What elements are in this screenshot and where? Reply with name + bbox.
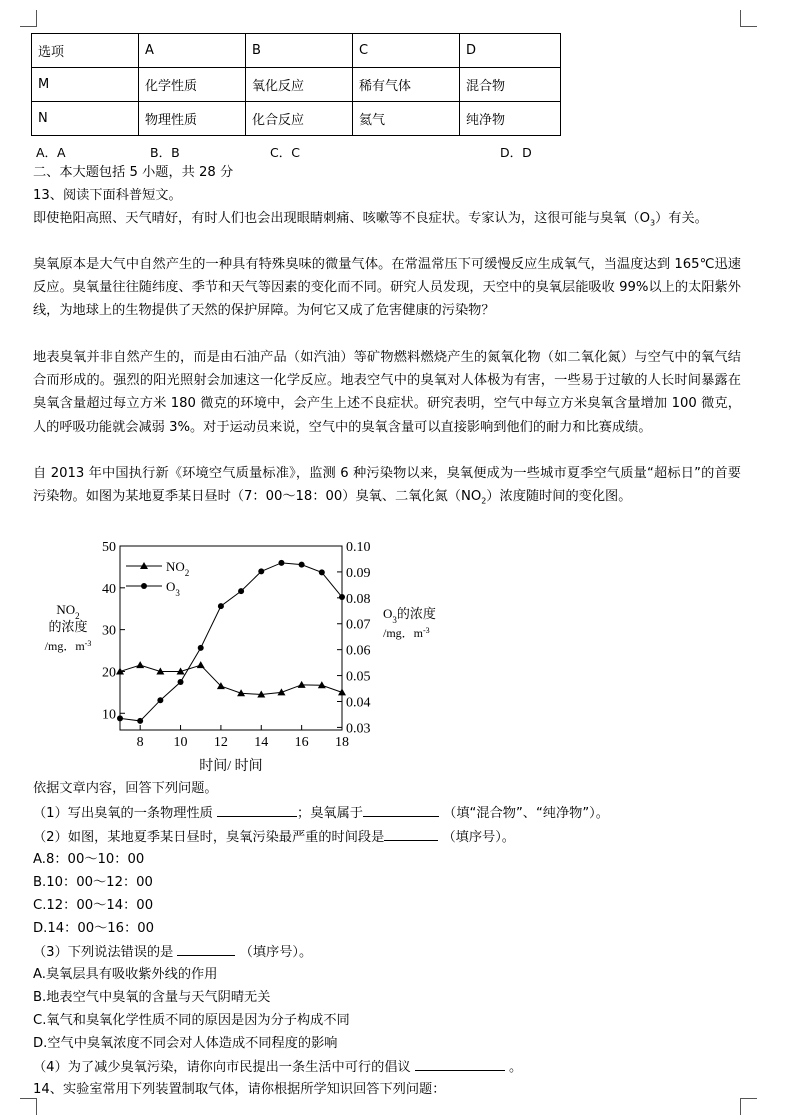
- y-left-label: /mg．$m^{-3}$: [44, 638, 92, 653]
- series-line-no2: [120, 665, 342, 694]
- y-left-tick-label: 10: [102, 707, 116, 723]
- option-line: B.10：00～12：00: [33, 875, 153, 890]
- table-cell: D: [460, 34, 561, 68]
- choice-c: C．C: [270, 145, 300, 160]
- choice-a: A．A: [36, 145, 66, 160]
- section-heading: 二、本大题包括 5 小题，共 28 分: [33, 165, 234, 180]
- data-point-o3: [178, 679, 184, 685]
- x-tick-label: 14: [254, 735, 269, 750]
- table-cell: 稀有气体: [353, 68, 460, 102]
- table-cell: 纯净物: [460, 102, 561, 136]
- y-right-tick-label: 0.07: [346, 617, 371, 633]
- data-point-o3: [339, 594, 345, 600]
- y-right-tick-label: 0.04: [346, 695, 371, 711]
- option-line: D.空气中臭氧浓度不同会对人体造成不同程度的影响: [33, 1036, 338, 1051]
- sub-question-1: （1）写出臭氧的一条物理性质 ；臭氧属于 （填“混合物”、“纯净物”）。: [33, 802, 609, 825]
- y-right-tick-label: 0.09: [346, 565, 371, 581]
- table-cell: M: [32, 68, 139, 102]
- table-cell: 物理性质: [139, 102, 246, 136]
- legend-label: $NO_2$: [166, 559, 190, 578]
- y-right-tick-label: 0.08: [346, 591, 371, 607]
- answer-blank[interactable]: [384, 826, 438, 841]
- paragraph-3: 地表臭氧并非自然产生的，而是由石油产品（如汽油）等矿物燃料燃烧产生的氮氧化物（如二氧化氮）与空气中的氧气结合而形成的。强烈的阳光照射会加速这一化学反应。地表空气中的臭氧对人体极为有害，一些易于过敏的人长时间暴露在臭氧含量超过每立方米 180 微克的环境中，会产生上述不良症状。研究表明，空气中每立方米臭氧含量增加 100 微克，人的呼吸功能就会减弱 3%。对于运动员来说，空气中的臭氧含量可以直接影响到他们的耐力和比赛成绩。: [33, 350, 741, 435]
- data-point-no2: [277, 688, 285, 695]
- data-point-o3: [137, 718, 143, 724]
- answer-blank[interactable]: [217, 802, 297, 817]
- data-point-no2: [136, 661, 144, 668]
- option-line: C.氧气和臭氧化学性质不同的原因是因为分子构成不同: [33, 1013, 350, 1028]
- y-left-label: 的浓度: [48, 619, 88, 634]
- y-right-label: /mg．$m^{-3}$: [383, 625, 430, 640]
- data-point-o3: [157, 697, 163, 703]
- y-right-label: $O_3$的浓度: [383, 606, 436, 625]
- option-line: A.8：00～10：00: [33, 852, 145, 867]
- table-cell: C: [353, 34, 460, 68]
- option-line: D.14：00～16：00: [33, 921, 155, 936]
- table-cell: B: [246, 34, 353, 68]
- data-point-o3: [218, 603, 224, 609]
- paragraph-4: 自 2013 年中国执行新《环境空气质量标准》，监测 6 种污染物以来，臭氧便成为一些城市夏季空气质量“超标日”的首要污染物。如图为某地夏季某日昼时（7：00～18：00）臭氧、二氧化氮$(NO_2)$浓度随时间的变化图。: [33, 466, 741, 506]
- corner-mark: [740, 10, 757, 27]
- y-right-tick-label: 0.10: [346, 540, 371, 555]
- answer-blank[interactable]: [415, 1056, 505, 1071]
- y-right-tick-label: 0.06: [346, 643, 371, 659]
- y-left-tick-label: 40: [102, 581, 116, 597]
- table-cell: 化学性质: [139, 68, 246, 102]
- question-14-title: 14、实验室常用下列装置制取气体，请你根据所学知识回答下列问题：: [33, 1082, 446, 1097]
- sub-question-2: （2）如图，某地夏季某日昼时，臭氧污染最严重的时间段是 （填序号）。: [33, 826, 515, 849]
- x-tick-label: 18: [335, 735, 349, 750]
- paragraph-1: 即使艳阳高照、天气晴好，有时人们也会出现眼睛刺痛、咳嗽等不良症状。专家认为，这很可能与臭氧$(O_3)$有关。: [33, 211, 708, 228]
- option-line: A.臭氧层具有吸收紫外线的作用: [33, 967, 218, 982]
- corner-mark: [740, 1098, 757, 1115]
- concentration-chart: [40, 530, 460, 780]
- plot-frame: [120, 546, 342, 730]
- table-cell: 化合反应: [246, 102, 353, 136]
- sub-question-4: （4）为了减少臭氧污染，请你向市民提出一条生活中可行的倡议 。: [33, 1056, 522, 1079]
- options-table: [31, 33, 561, 136]
- y-left-tick-label: 50: [102, 540, 116, 555]
- x-tick-label: 16: [294, 735, 309, 750]
- sub-question-3: （3）下列说法错误的是 （填序号）。: [33, 941, 312, 964]
- choice-b: B．B: [150, 145, 180, 160]
- option-line: C.12：00～14：00: [33, 898, 154, 913]
- legend-label: $O_3$: [166, 579, 180, 598]
- data-point-o3: [258, 568, 264, 574]
- x-tick-label: 8: [136, 735, 144, 750]
- data-point-no2: [197, 661, 205, 668]
- legend-marker: [141, 583, 147, 589]
- y-left-tick-label: 20: [102, 665, 116, 681]
- data-point-o3: [238, 588, 244, 594]
- table-row: [32, 102, 561, 136]
- answer-blank[interactable]: [177, 941, 235, 956]
- option-line: B.地表空气中臭氧的含量与天气阴晴无关: [33, 990, 271, 1005]
- table-cell: 氦气: [353, 102, 460, 136]
- y-left-label: $NO_2$: [56, 602, 80, 621]
- series-line-o3: [120, 563, 342, 721]
- y-left-tick-label: 30: [102, 623, 116, 639]
- table-row: [32, 34, 561, 68]
- answer-intro: 依据文章内容，回答下列问题。: [33, 781, 218, 796]
- x-tick-label: 12: [213, 735, 228, 750]
- table-cell: 氧化反应: [246, 68, 353, 102]
- data-point-o3: [278, 560, 284, 566]
- data-point-o3: [299, 562, 305, 568]
- table-cell: N: [32, 102, 139, 136]
- choice-d: D．D: [500, 145, 532, 160]
- data-point-o3: [117, 715, 123, 721]
- question-13-title: 13、阅读下面科普短文。: [33, 188, 182, 203]
- y-right-tick-label: 0.05: [346, 669, 371, 685]
- table-cell: 选项: [32, 34, 139, 68]
- data-point-no2: [298, 681, 306, 688]
- x-tick-label: 10: [173, 735, 188, 750]
- table-cell: A: [139, 34, 246, 68]
- table-row: [32, 68, 561, 102]
- data-point-o3: [319, 569, 325, 575]
- y-right-tick-label: 0.03: [346, 721, 371, 737]
- data-point-o3: [198, 645, 204, 651]
- answer-blank[interactable]: [363, 802, 439, 817]
- table-cell: 混合物: [460, 68, 561, 102]
- corner-mark: [20, 10, 37, 27]
- paragraph-2: 臭氧原本是大气中自然产生的一种具有特殊臭味的微量气体。在常温常压下可缓慢反应生成氧气，当温度达到 165℃迅速反应。臭氧量往往随纬度、季节和天气等因素的变化而不同。研究人员发现，天空中的臭氧层能吸收 99%以上的太阳紫外线，为地球上的生物提供了天然的保护屏障。为何它又成了危害健康的污染物？: [33, 257, 741, 319]
- x-axis-label: 时间/ 时间: [199, 759, 263, 774]
